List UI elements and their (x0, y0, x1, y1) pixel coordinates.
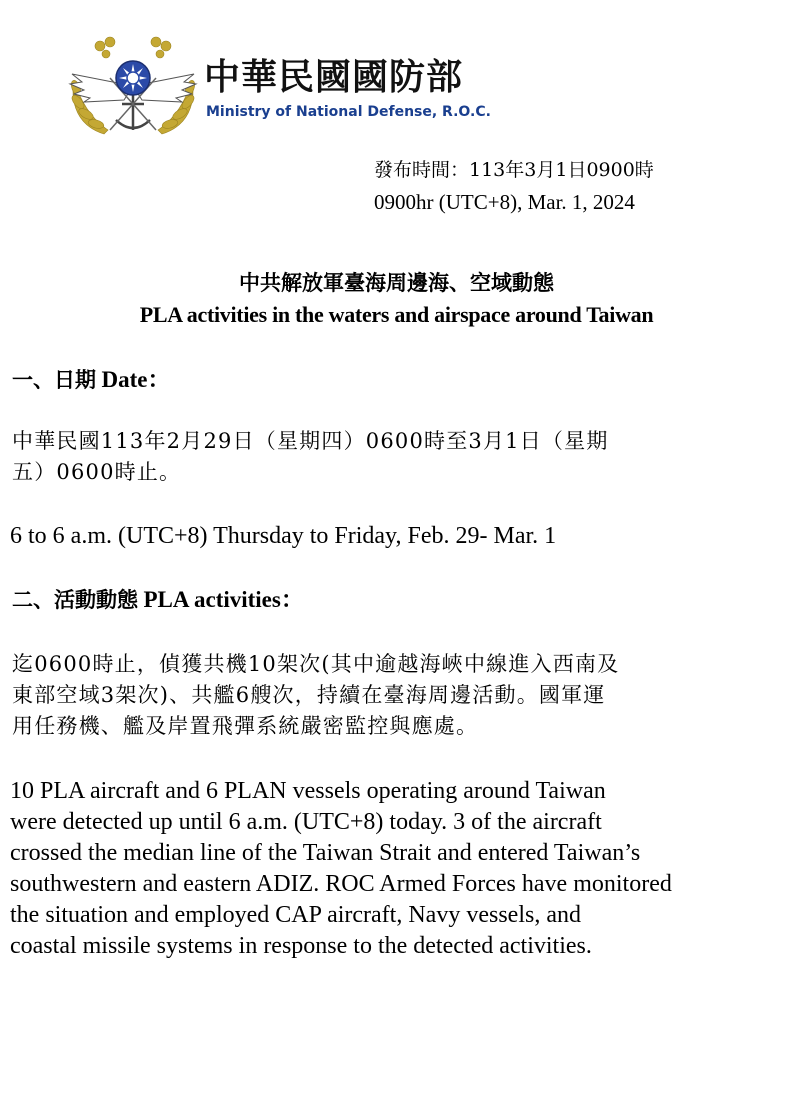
section-activities-heading-zh: 二、活動動態 (12, 587, 138, 612)
document-title-zh: 中共解放軍臺海周邊海、空域動態 (239, 270, 554, 295)
section-date-heading (12, 365, 170, 395)
section-activities-heading-en: PLA activities： (143, 587, 304, 612)
date-body-zh: 中華民國113年2月29日（星期四）0600時至3月1日（星期 五）0600時止。 (12, 429, 609, 484)
release-time-zh: 發布時間：113年3月1日0900時 (374, 159, 654, 181)
ministry-name-en: Ministry of National Defense, R.O.C. (206, 104, 491, 120)
section-activities-heading (12, 585, 304, 615)
section-date-heading-en: Date： (101, 367, 171, 392)
section-date-heading-zh: 一、日期 (12, 367, 96, 392)
mnd-emblem-icon (64, 34, 202, 142)
activities-body-en: 10 PLA aircraft and 6 PLAN vessels operating around Taiwan were detected up until 6 a.m. (UTC+8) today. 3 of the aircraft crossed the median line of the Taiwan Strait and entered Taiwan’s southwestern and eastern ADIZ. ROC Armed Forces have monitored the situation and employed CAP aircraft, Navy vessels, and coastal missile systems in response to the detected activities. (10, 778, 672, 959)
release-time-en: 0900hr (UTC+8), Mar. 1, 2024 (374, 190, 635, 214)
activities-body-zh: 迄0600時止，偵獲共機10架次(其中逾越海峽中線進入西南及 東部空域3架次)、共艦6艘次，持續在臺海周邊活動。國軍運 用任務機、艦及岸置飛彈系統嚴密監控與應處。 (12, 652, 620, 738)
ministry-name-zh: 中華民國國防部 (204, 57, 464, 98)
document-title-en: PLA activities in the waters and airspace around Taiwan (139, 302, 654, 327)
date-body-en: 6 to 6 a.m. (UTC+8) Thursday to Friday, Feb. 29- Mar. 1 (10, 523, 557, 549)
